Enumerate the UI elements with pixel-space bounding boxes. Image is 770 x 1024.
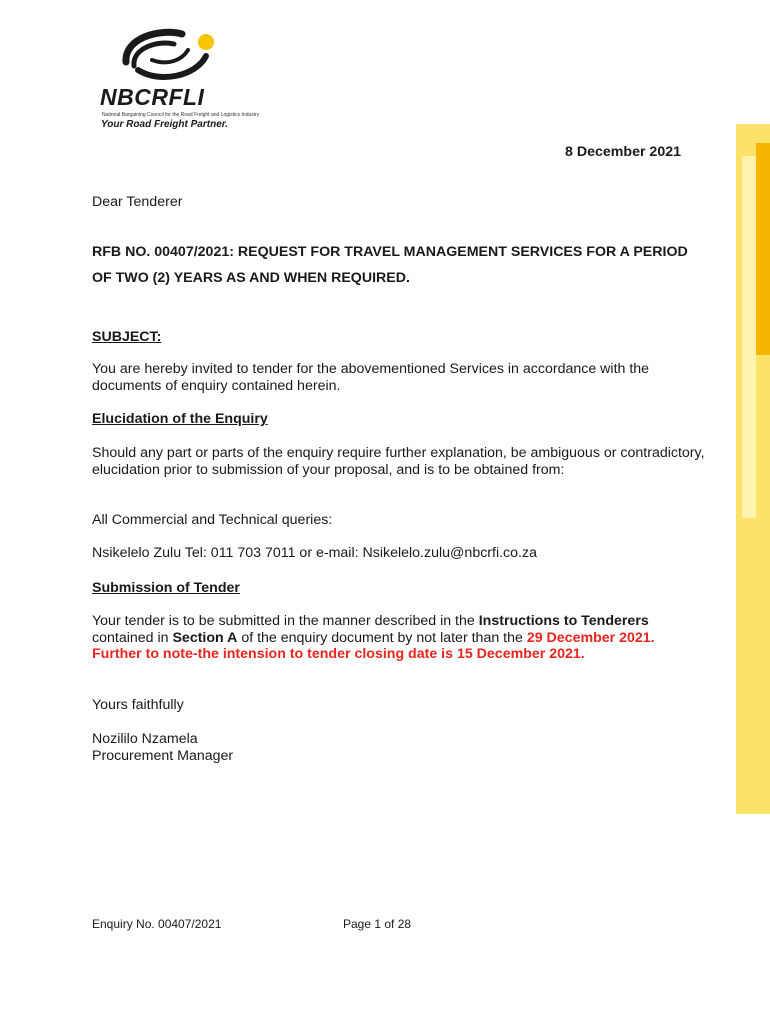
- section-a: Section A: [172, 629, 238, 646]
- closing-date: 29 December 2021.: [526, 629, 655, 646]
- submission-heading: Submission of Tender: [92, 580, 240, 596]
- closing: Yours faithfully: [92, 697, 184, 713]
- nbcrfli-logo: [96, 26, 260, 130]
- submission-text: [92, 613, 707, 663]
- letter-date: 8 December 2021: [565, 144, 681, 160]
- elucidation-text: Should any part or parts of the enquiry require further explanation, be ambiguous or contradictory, elucidation prior to submission of your proposal, and is to be obtained from:: [92, 445, 705, 478]
- submission-text-part1: Your tender is to be submitted in the manner described in the: [92, 613, 479, 629]
- decorative-side-bar: [756, 143, 770, 355]
- submission-text-part3: of the enquiry document by not later than the: [237, 629, 527, 646]
- logo-small-text: National Bargaining Council for the Road Freight and Logistics Industry: [102, 112, 260, 118]
- elucidation-heading: Elucidation of the Enquiry: [92, 411, 268, 427]
- footer-enquiry-number: Enquiry No. 00407/2021: [92, 917, 222, 931]
- subject-text: You are hereby invited to tender for the abovementioned Services in accordance with the documents of enquiry contained herein.: [92, 361, 650, 394]
- logo-tagline: Your Road Freight Partner.: [101, 119, 228, 130]
- decorative-side-highlight: [742, 156, 756, 518]
- instructions-to-tenderers: Instructions to Tenderers: [478, 613, 649, 629]
- contact-line: Nsikelelo Zulu Tel: 011 703 7011 or e-mail: Nsikelelo.zulu@nbcrfi.co.za: [92, 545, 537, 561]
- subject-heading: SUBJECT:: [92, 329, 162, 345]
- rfb-title: RFB NO. 00407/2021: REQUEST FOR TRAVEL MANAGEMENT SERVICES FOR A PERIOD OF TWO (2) YEARS AS AND WHEN REQUIRED.: [92, 244, 688, 286]
- salutation: Dear Tenderer: [92, 194, 183, 210]
- intension-note: Further to note-the intension to tender closing date is 15 December 2021.: [92, 646, 585, 662]
- nbcrfli-swoosh-icon: [116, 26, 220, 88]
- signatory-name: Nozililo Nzamela: [92, 731, 198, 747]
- submission-text-part2: contained in: [92, 629, 173, 646]
- logo-name: NBCRFLI: [100, 84, 205, 110]
- queries-label: All Commercial and Technical queries:: [92, 512, 333, 528]
- footer-page-number: Page 1 of 28: [343, 917, 412, 931]
- signatory-title: Procurement Manager: [92, 748, 234, 764]
